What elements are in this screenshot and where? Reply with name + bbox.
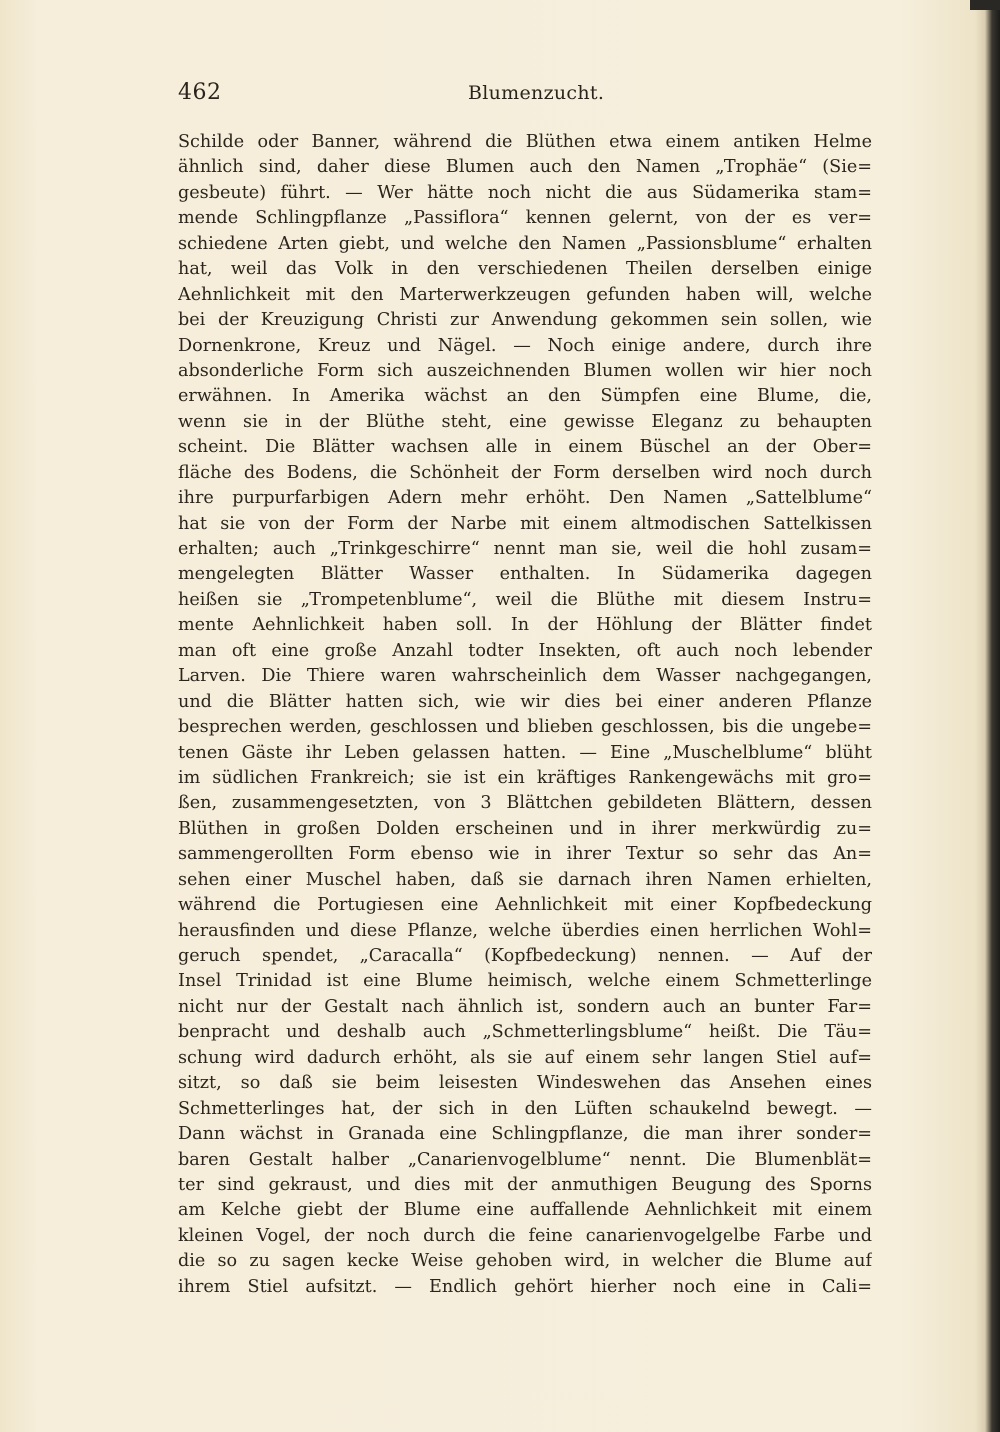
- page-number: 462: [178, 80, 222, 105]
- text-line: geruch spendet, „Caracalla“ (Kopfbedeckung) nennen. — Auf der: [178, 946, 872, 966]
- text-line: mente Aehnlichkeit haben soll. In der Höhlung der Blätter findet: [178, 615, 872, 636]
- text-line: gesbeute) führt. — Wer hätte noch nicht die aus Südamerika stam=: [178, 182, 872, 203]
- text-line: am Kelche giebt der Blume eine auffallende Aehnlichkeit mit einem: [178, 1200, 872, 1221]
- text-line: sammengerollten Form ebenso wie in ihrer Textur so sehr das An=: [178, 844, 872, 865]
- text-line: erhalten; auch „Trinkgeschirre“ nennt man sie, weil die hohl zusam=: [178, 539, 872, 559]
- text-line: Dornenkrone, Kreuz und Nägel. — Noch einige andere, durch ihre: [178, 335, 872, 356]
- text-line: Dann wächst in Granada eine Schlingpflanze, die man ihrer sonder=: [178, 1124, 872, 1145]
- text-line: ihrem Stiel aufsitzt. — Endlich gehört hierher noch eine in Cali=: [178, 1276, 872, 1297]
- text-line: sitzt, so daß sie beim leisesten Windeswehen das Ansehen eines: [178, 1073, 872, 1094]
- text-line: besprechen werden, geschlossen und blieben geschlossen, bis die ungebe=: [178, 717, 872, 738]
- text-line: Blüthen in großen Dolden erscheinen und in ihrer merkwürdig zu=: [178, 818, 872, 839]
- text-line: mengelegten Blätter Wasser enthalten. In Südamerika dagegen: [178, 564, 872, 585]
- text-line: wenn sie in der Blüthe steht, eine gewisse Eleganz zu behaupten: [178, 411, 872, 432]
- text-line: kleinen Vogel, der noch durch die feine canarienvogelgelbe Farbe und: [178, 1225, 872, 1246]
- text-line: bei der Kreuzigung Christi zur Anwendung gekommen sein sollen, wie: [178, 310, 872, 331]
- text-line: ßen, zusammengesetzten, von 3 Blättchen gebildeten Blättern, dessen: [178, 793, 872, 814]
- text-line: Schmetterlinges hat, der sich in den Lüften schaukelnd bewegt. —: [178, 1098, 872, 1119]
- text-line: nicht nur der Gestalt nach ähnlich ist, sondern auch an bunter Far=: [178, 996, 872, 1017]
- running-head: Blumenzucht.: [468, 82, 605, 104]
- text-line: ähnlich sind, daher diese Blumen auch den Namen „Trophäe“ (Sie=: [178, 157, 872, 178]
- page-edge-shadow: [970, 0, 1000, 10]
- text-line: ihre purpurfarbigen Adern mehr erhöht. Den Namen „Sattelblume“: [178, 488, 872, 509]
- text-line: heißen sie „Trompetenblume“, weil die Blüthe mit diesem Instru=: [178, 589, 872, 610]
- text-line: und die Blätter hatten sich, wie wir dies bei einer anderen Pflanze: [178, 691, 872, 712]
- text-line: schung wird dadurch erhöht, als sie auf einem sehr langen Stiel auf=: [178, 1047, 872, 1068]
- text-line: absonderliche Form sich auszeichnenden Blumen wollen wir hier noch: [178, 360, 872, 381]
- text-line: erwähnen. In Amerika wächst an den Sümpfen eine Blume, die,: [178, 386, 872, 407]
- text-line: mende Schlingpflanze „Passiflora“ kennen gelernt, von der es ver=: [178, 208, 872, 229]
- text-line: im südlichen Frankreich; sie ist ein kräftiges Rankengewächs mit gro=: [178, 767, 872, 788]
- text-line: man oft eine große Anzahl todter Insekten, oft auch noch lebender: [178, 640, 872, 661]
- text-line: hat sie von der Form der Narbe mit einem altmodischen Sattelkissen: [178, 513, 872, 534]
- text-line: ter sind gekraust, und dies mit der anmuthigen Beugung des Sporns: [178, 1174, 872, 1195]
- text-line: die so zu sagen kecke Weise gehoben wird, in welcher die Blume auf: [178, 1251, 872, 1272]
- text-line: schiedene Arten giebt, und welche den Namen „Passionsblume“ erhalten: [178, 233, 872, 254]
- text-line: hat, weil das Volk in den verschiedenen Theilen derselben einige: [178, 259, 872, 280]
- text-line: während die Portugiesen eine Aehnlichkeit mit einer Kopfbedeckung: [178, 895, 872, 916]
- text-line: fläche des Bodens, die Schönheit der Form derselben wird noch durch: [178, 462, 872, 483]
- page-header: [178, 80, 873, 110]
- text-line: baren Gestalt halber „Canarienvogelblume“ nennt. Die Blumenblät=: [178, 1149, 872, 1170]
- text-line: Larven. Die Thiere waren wahrscheinlich dem Wasser nachgegangen,: [178, 666, 872, 687]
- text-line: Insel Trinidad ist eine Blume heimisch, welche einem Schmetterlinge: [178, 971, 872, 992]
- text-line: sehen einer Muschel haben, daß sie darnach ihren Namen erhielten,: [178, 869, 872, 890]
- body-text: [178, 130, 872, 1300]
- text-line: tenen Gäste ihr Leben gelassen hatten. — Eine „Muschelblume“ blüht: [178, 742, 872, 763]
- text-line: Schilde oder Banner, während die Blüthen etwa einem antiken Helme: [178, 132, 872, 152]
- text-line: herausfinden und diese Pflanze, welche überdies einen herrlichen Wohl=: [178, 920, 872, 941]
- text-line: scheint. Die Blätter wachsen alle in einem Büschel an der Ober=: [178, 437, 872, 458]
- text-line: Aehnlichkeit mit den Marterwerkzeugen gefunden haben will, welche: [178, 284, 872, 305]
- text-line: benpracht und deshalb auch „Schmetterlingsblume“ heißt. Die Täu=: [178, 1022, 872, 1043]
